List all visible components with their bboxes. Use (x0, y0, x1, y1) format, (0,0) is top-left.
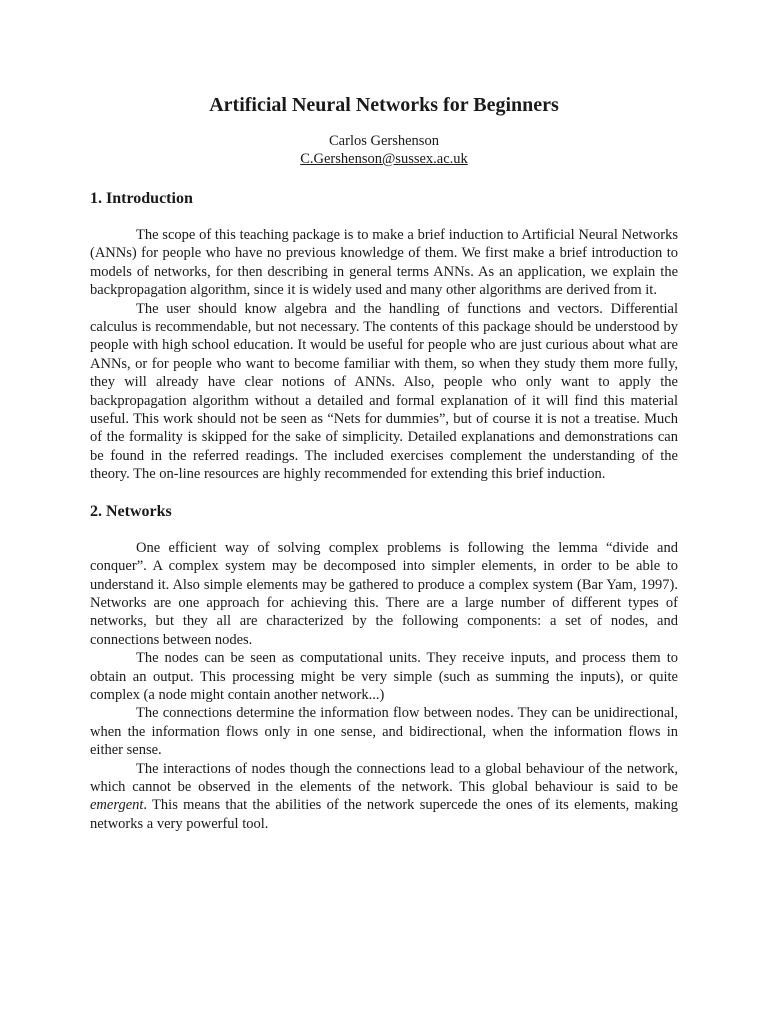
paragraph: The user should know algebra and the handling of functions and vectors. Differential calculus is recommendable, but not necessary. The contents of this package should be understood by people with high school education. It would be useful for people who are just curious about what are ANNs, or for people who want to become familiar with them, so when they study them more fully, they will already have clear notions of ANNs. Also, people who only want to apply the backpropagation algorithm without a detailed and formal explanation of it will find this material useful. This work should not be seen as “Nets for dummies”, but of course it is not a treatise. Much of the formality is skipped for the sake of simplicity. Detailed explanations and demonstrations can be found in the referred readings. The included exercises complement the understanding of the theory. The on-line resources are highly recommended for extending this brief induction. (90, 300, 678, 483)
paper-page (90, 0, 678, 833)
paragraph: One efficient way of solving complex problems is following the lemma “divide and conquer”. A complex system may be decomposed into simpler elements, in order to be able to understand it. Also simple elements may be gathered to produce a complex system (Bar Yam, 1997). Networks are one approach for achieving this. There are a large number of different types of networks, but they all are characterized by the following components: a set of nodes, and connections between nodes. (90, 539, 678, 648)
author-email[interactable] (90, 150, 678, 168)
paragraph (90, 760, 678, 834)
author-email-link[interactable]: C.Gershenson@sussex.ac.uk (300, 151, 468, 167)
paragraph-text: The interactions of nodes though the connections lead to a global behaviour of the network, which cannot be observed in the elements of the network. This global behaviour is said to be (90, 760, 678, 795)
paragraph: The scope of this teaching package is to make a brief induction to Artificial Neural Networks (ANNs) for people who have no previous knowledge of them. We first make a brief introduction to models of networks, for then describing in general terms ANNs. As an application, we explain the backpropagation algorithm, since it is widely used and many other algorithms are derived from it. (90, 227, 678, 299)
author-name: Carlos Gershenson (329, 133, 439, 149)
paragraph: The nodes can be seen as computational units. They receive inputs, and process them to obtain an output. This processing might be very simple (such as summing the inputs), or quite complex (a node might contain another network...) (90, 650, 678, 703)
section-heading-introduction: 1. Introduction (90, 190, 193, 207)
paper-title: Artificial Neural Networks for Beginners (209, 94, 559, 116)
section-heading-networks: 2. Networks (90, 502, 172, 520)
section-body-introduction (90, 226, 678, 484)
paragraph-text: . This means that the abilities of the network supercede the ones of its elements, making networks a very powerful tool. (90, 797, 678, 832)
paragraph: The connections determine the information flow between nodes. They can be unidirectional, when the information flows only in one sense, and bidirectional, when the information flows in either sense. (90, 705, 678, 759)
emphasis-emergent: emergent (90, 797, 144, 814)
section-body-networks (90, 539, 678, 834)
